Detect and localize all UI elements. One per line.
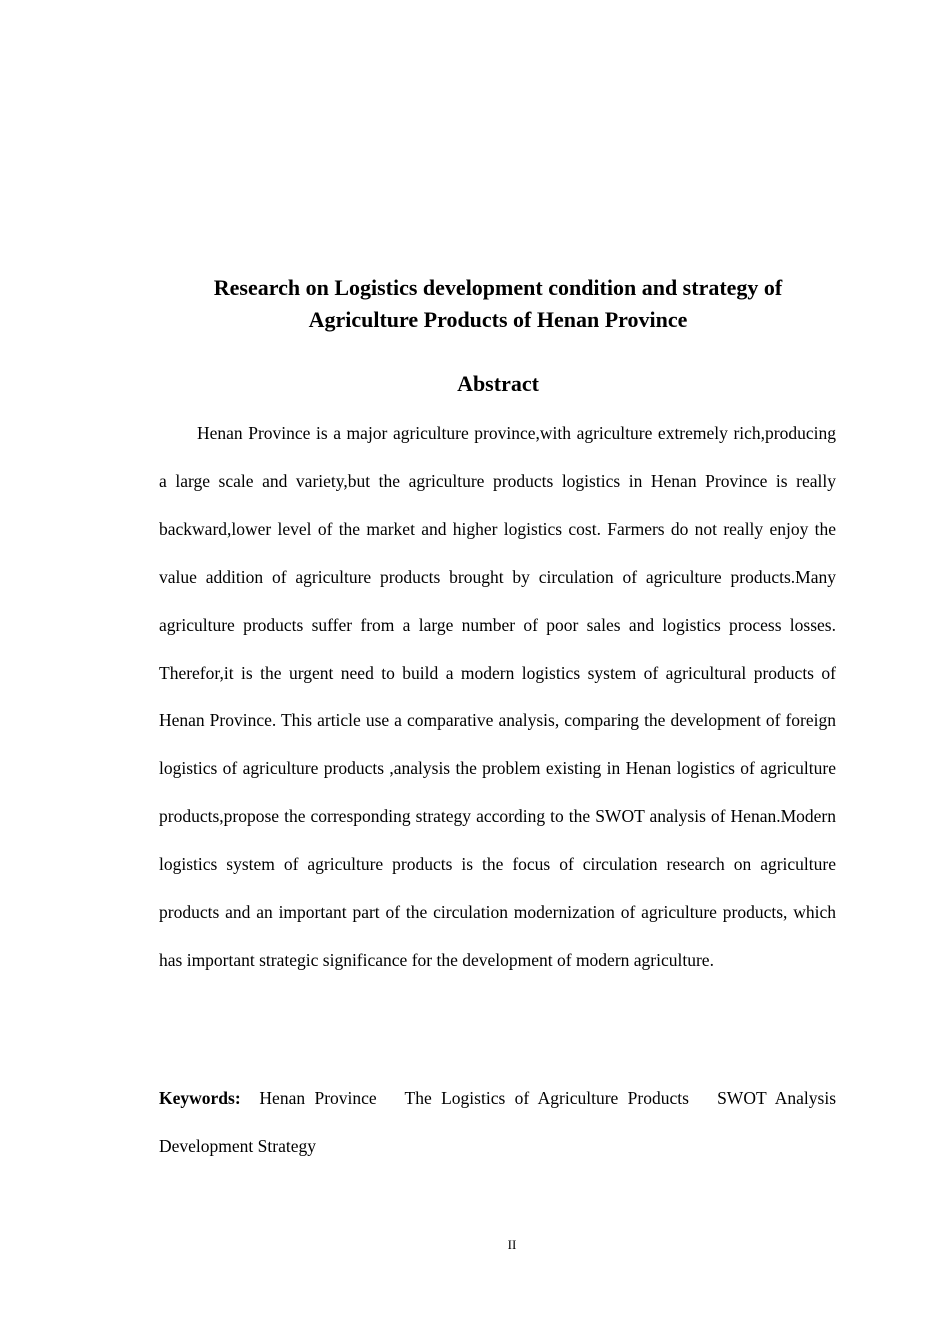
keyword-term: SWOT Analysis — [717, 1088, 837, 1108]
page-number: II — [507, 1237, 517, 1252]
paper-title — [160, 272, 836, 336]
keywords-label: Keywords: — [159, 1088, 241, 1108]
keyword-term: Henan Province — [259, 1088, 377, 1108]
keyword-term: The Logistics of Agriculture Products — [404, 1088, 689, 1108]
abstract-body: Henan Province is a major agriculture province,with agriculture extremely rich,producing a large scale and variety,but the agriculture products logistics in Henan Province is really backward,lower level of the market and higher logistics cost. Farmers do not really enjoy the value addition of agriculture products brought by circulation of agriculture products.Many agriculture products suffer from a large number of poor sales and logistics process losses. Therefor,it is the urgent need to build a modern logistics system of agricultural products of Henan Province. This article use a comparative analysis, comparing the development of foreign logistics of agriculture products ,analysis the problem existing in Henan logistics of agriculture products,propose the corresponding strategy according to the SWOT analysis of Henan.Modern logistics system of agriculture products is the focus of circulation research on agriculture products and an important part of the circulation modernization of agriculture products, which has important strategic significance for the development of modern agriculture. — [159, 423, 836, 970]
keyword-term: Development Strategy — [159, 1135, 316, 1156]
keywords-line — [159, 1075, 836, 1171]
paper-title-line-1: Research on Logistics development condition and strategy of — [213, 275, 783, 300]
paper-title-line-2: Agriculture Products of Henan Province — [308, 307, 688, 332]
abstract-heading: Abstract — [457, 371, 539, 396]
